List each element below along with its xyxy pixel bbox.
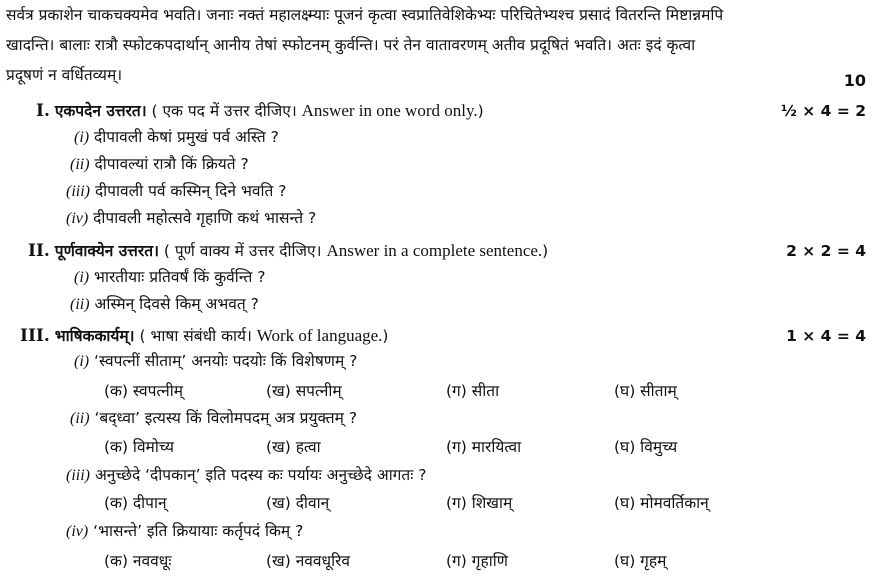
section-instruction-close: ) bbox=[382, 327, 389, 345]
option-kha: (ख) सपत्नीम् bbox=[266, 382, 342, 400]
question-text: ‘स्वपत्नीं सीताम्’ अनयोः पदयोः किं विशेषणम् ? bbox=[94, 352, 358, 370]
question-item bbox=[66, 207, 316, 230]
section-title: पूर्णवाक्येन उत्तरत। bbox=[54, 242, 159, 260]
question-item bbox=[70, 153, 249, 176]
section-number: III. bbox=[20, 326, 50, 346]
option-gha: (घ) गृहम् bbox=[614, 552, 667, 570]
question-text: दीपावली केषां प्रमुखं पर्व अस्ति ? bbox=[94, 128, 279, 146]
question-text: दीपावली पर्व कस्मिन् दिने भवति ? bbox=[94, 182, 287, 200]
question-item bbox=[70, 407, 357, 430]
section-1-marks: ½ × 4 = 2 bbox=[780, 102, 866, 120]
question-text: दीपावल्यां रात्रौ किं क्रियते ? bbox=[94, 155, 249, 173]
section-instruction-hi: ( पूर्ण वाक्य में उत्तर दीजिए। bbox=[158, 242, 327, 260]
passage-total-marks: 10 bbox=[843, 71, 866, 90]
section-2-marks: 2 × 2 = 4 bbox=[786, 242, 866, 260]
section-2-heading bbox=[28, 240, 548, 262]
question-item bbox=[70, 293, 259, 316]
section-title: भाषिककार्यम्। bbox=[54, 327, 135, 345]
option-ga: (ग) सीता bbox=[446, 382, 500, 400]
question-number: (i) bbox=[74, 353, 90, 370]
question-number: (iv) bbox=[66, 523, 89, 540]
section-instruction-en: Answer in a complete sentence. bbox=[326, 241, 543, 260]
option-gha: (घ) विमुच्य bbox=[614, 438, 678, 456]
question-item bbox=[74, 266, 266, 289]
question-item bbox=[66, 180, 286, 203]
question-number: (i) bbox=[74, 129, 90, 146]
passage-line-3: प्रदूषणं न वर्धितव्यम्। bbox=[6, 66, 123, 84]
section-instruction-hi: ( एक पद में उत्तर दीजिए। bbox=[146, 102, 302, 120]
question-text: दीपावली महोत्सवे गृहाणि कथं भासन्ते ? bbox=[93, 209, 317, 227]
question-text: ‘बद्ध्वा’ इत्यस्य किं विलोमपदम् अत्र प्रयुक्तम् ? bbox=[94, 409, 358, 427]
question-item bbox=[74, 126, 279, 149]
passage-line-2: खादन्ति। बालाः रात्रौ स्फोटकपदार्थान् आनीय तेषां स्फोटनम् कुर्वन्ति। परं तेन वातावरणम् अतीव प्रदूषितं भवति। अतः इदं कृत्वा bbox=[6, 36, 696, 54]
section-number: II. bbox=[28, 241, 50, 261]
question-text: अस्मिन् दिवसे किम् अभवत् ? bbox=[94, 295, 259, 313]
option-gha: (घ) सीताम् bbox=[614, 382, 677, 400]
option-ka: (क) नववधूः bbox=[104, 552, 172, 570]
section-instruction-close: ) bbox=[542, 242, 549, 260]
option-ga: (ग) मारयित्वा bbox=[446, 438, 522, 456]
option-kha: (ख) दीवान् bbox=[266, 494, 330, 512]
section-instruction-en: Work of language. bbox=[256, 326, 383, 345]
section-instruction-en: Answer in one word only. bbox=[301, 101, 478, 120]
section-instruction-hi: ( भाषा संबंधी कार्य। bbox=[134, 327, 257, 345]
question-number: (i) bbox=[74, 269, 90, 286]
section-3-heading bbox=[20, 325, 388, 347]
option-kha: (ख) हत्वा bbox=[266, 438, 321, 456]
passage-line-1: सर्वत्र प्रकाशेन चाकचक्यमेव भवति। जनाः नक्तं महालक्ष्म्याः पूजनं कृत्वा स्वप्रातिवेशिकेभ्यः परिचितेभ्यश्च प्रसादं वितरन्ति मिष्टान्नमपि bbox=[6, 6, 724, 24]
option-kha: (ख) नववधूरिव bbox=[266, 552, 351, 570]
question-item bbox=[66, 520, 303, 543]
section-number: I. bbox=[36, 101, 50, 121]
question-text: ‘भासन्ते’ इति क्रियायाः कर्तृपदं किम् ? bbox=[93, 522, 304, 540]
option-gha: (घ) मोमवर्तिकान् bbox=[614, 494, 709, 512]
question-number: (ii) bbox=[70, 296, 90, 313]
question-number: (iv) bbox=[66, 210, 89, 227]
question-text: भारतीयाः प्रतिवर्षं किं कुर्वन्ति ? bbox=[94, 268, 266, 286]
option-ka: (क) स्वपत्नीम् bbox=[104, 382, 184, 400]
section-1-heading bbox=[36, 100, 484, 122]
section-instruction-close: ) bbox=[477, 102, 484, 120]
question-text: अनुच्छेदे ‘दीपकान्’ इति पदस्य कः पर्यायः अनुच्छेदे आगतः ? bbox=[94, 466, 427, 484]
question-number: (ii) bbox=[70, 156, 90, 173]
question-number: (ii) bbox=[70, 410, 90, 427]
question-item bbox=[66, 464, 427, 487]
option-ka: (क) दीपान् bbox=[104, 494, 167, 512]
question-number: (iii) bbox=[66, 183, 90, 200]
option-ga: (ग) गृहाणि bbox=[446, 552, 508, 570]
question-item bbox=[74, 350, 357, 373]
section-title: एकपदेन उत्तरत। bbox=[54, 102, 147, 120]
option-ga: (ग) शिखाम् bbox=[446, 494, 513, 512]
question-number: (iii) bbox=[66, 467, 90, 484]
option-ka: (क) विमोच्य bbox=[104, 438, 174, 456]
section-3-marks: 1 × 4 = 4 bbox=[786, 327, 866, 345]
